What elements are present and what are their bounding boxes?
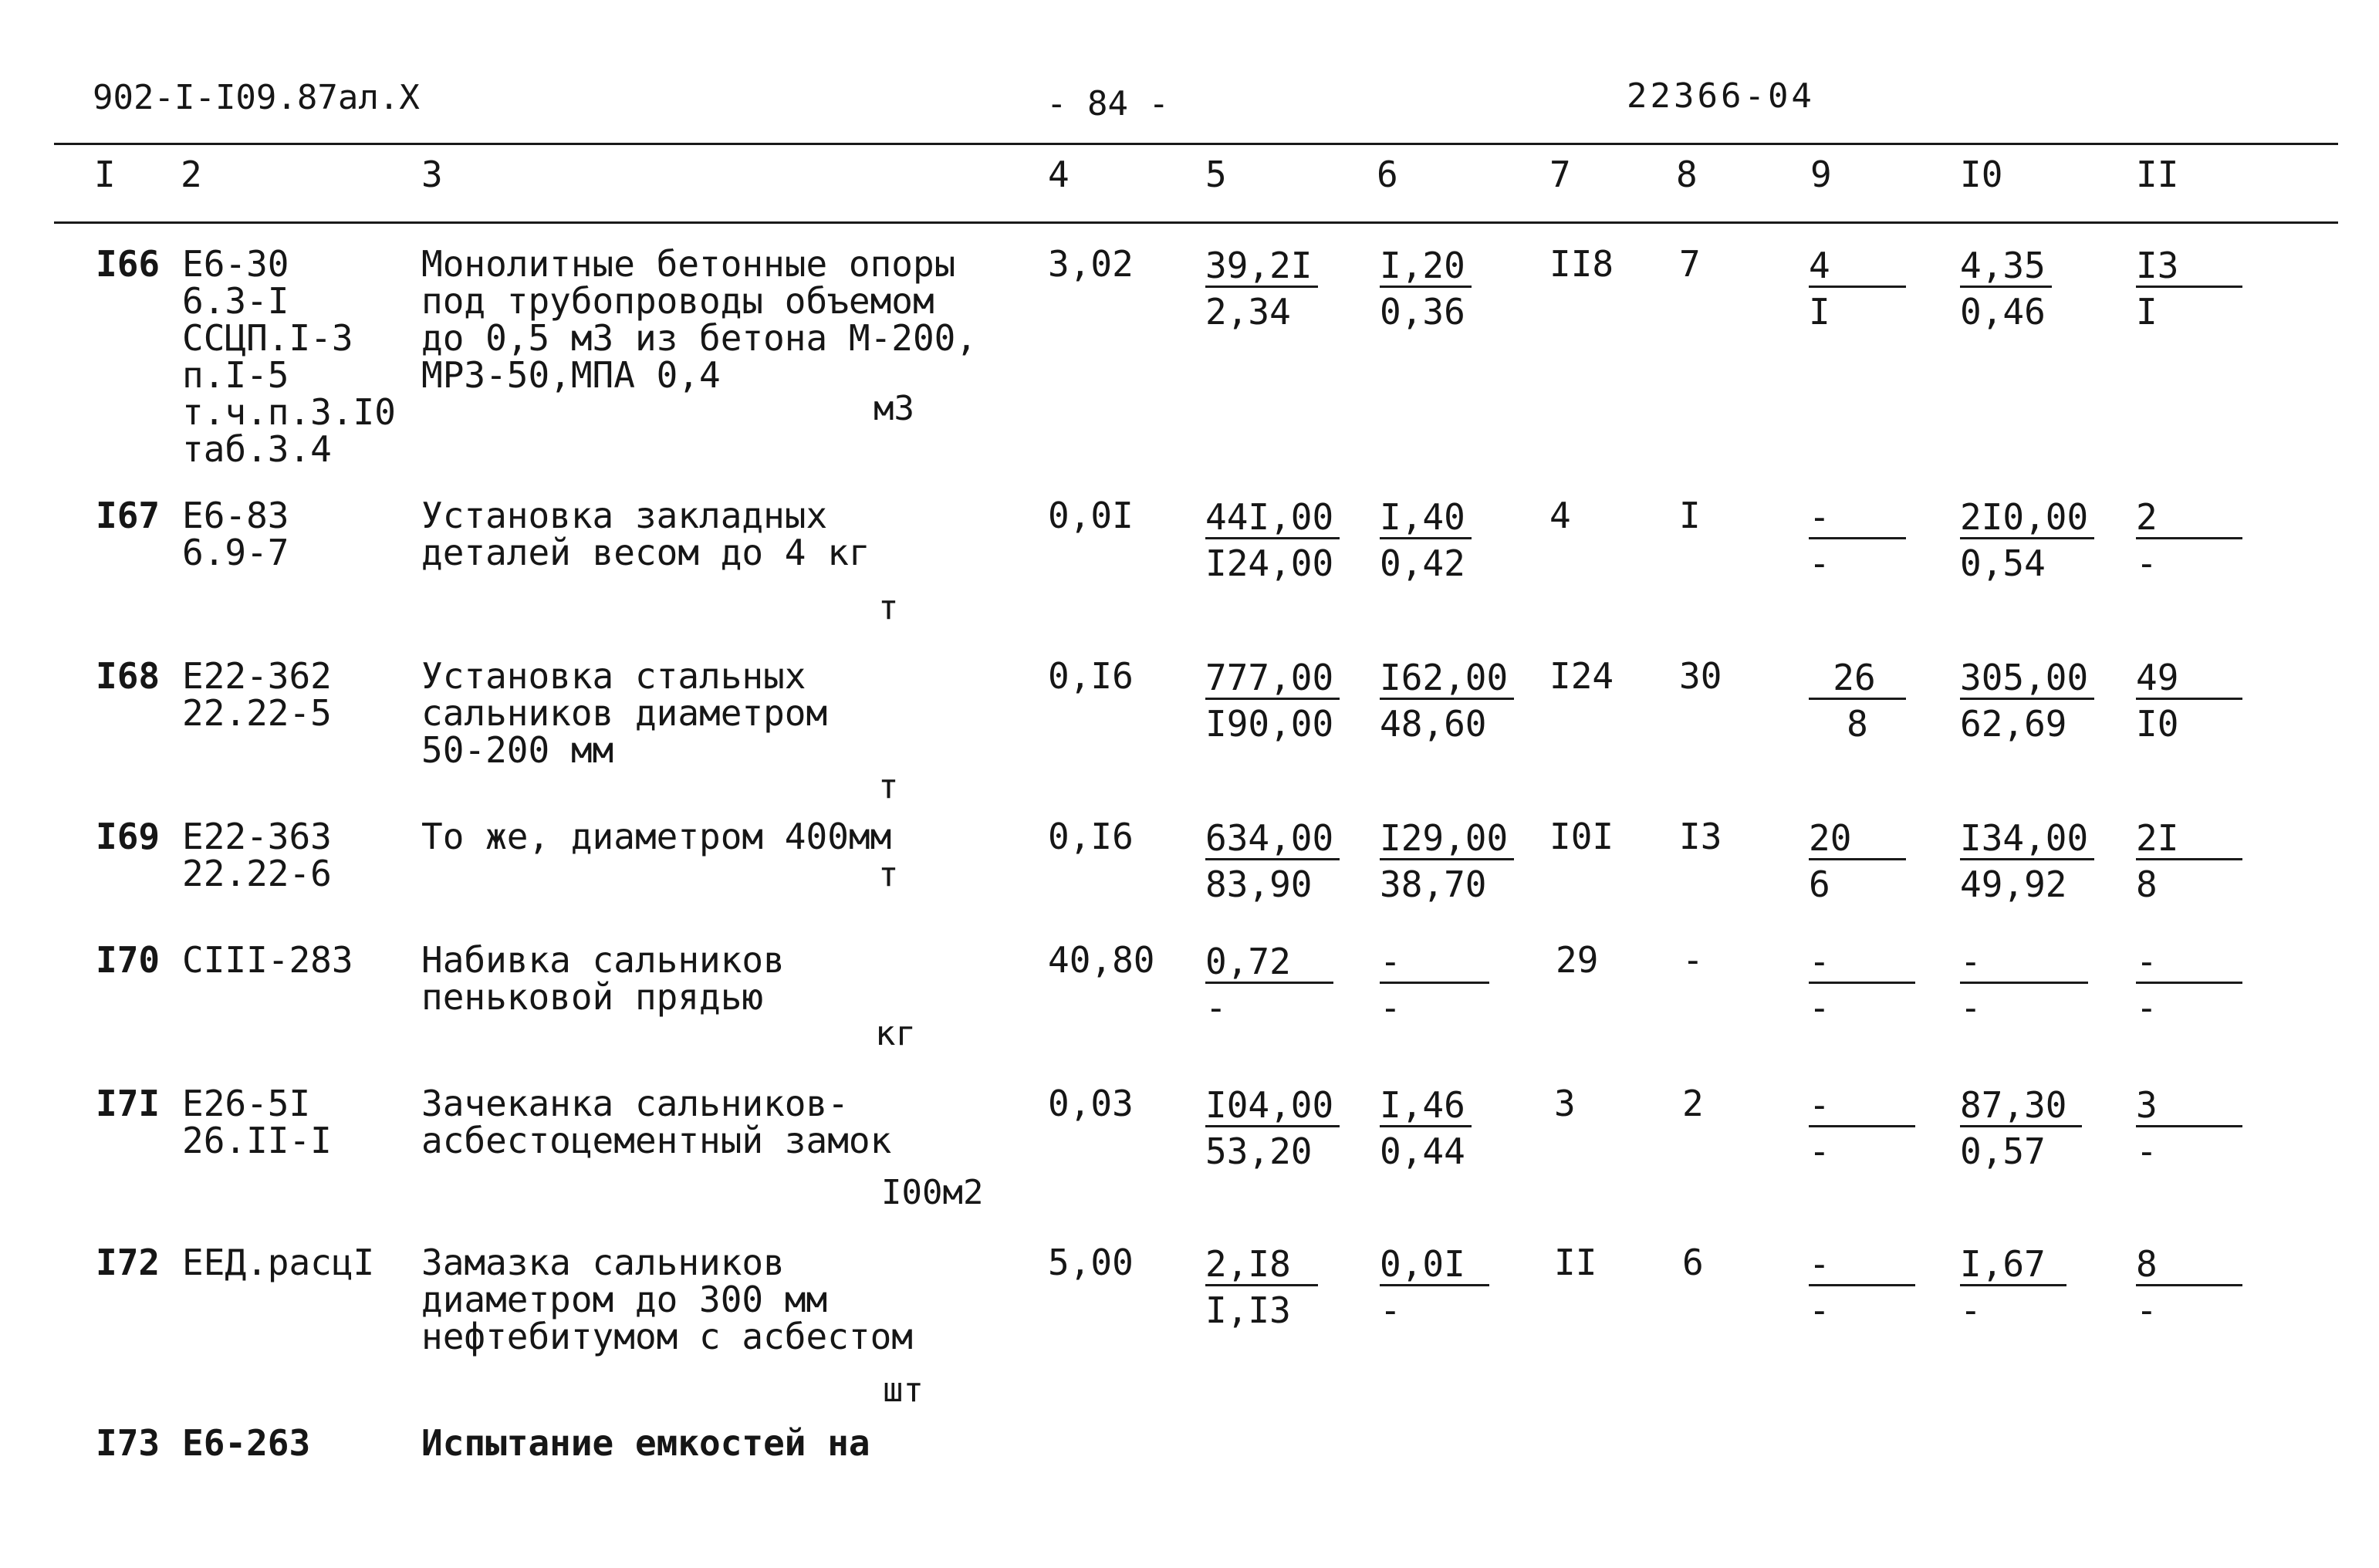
column-7-value: I0I [1549, 816, 1614, 857]
column-11-bottom: I0 [2136, 703, 2179, 745]
column-7-value: 4 [1549, 495, 1571, 536]
work-description: То же, диаметром 400мм [421, 816, 892, 857]
unit-cost-total: I04,00 [1205, 1085, 1340, 1127]
column-10-value [1960, 941, 2088, 1032]
unit-cost-wages: I90,00 [1205, 703, 1334, 745]
column-10-top: 305,00 [1960, 657, 2094, 700]
column-8-value: 2 [1682, 1083, 1704, 1124]
column-10-bottom: 62,69 [1960, 703, 2067, 745]
column-11-top: 2 [2136, 497, 2242, 539]
quantity: 5,00 [1048, 1242, 1134, 1283]
machine-cost-total: I29,00 [1380, 818, 1514, 860]
column-9-value [1809, 245, 1906, 336]
column-11-top: - [2136, 941, 2242, 984]
column-9-bottom: - [1809, 987, 1830, 1029]
column-header-8: 8 [1676, 154, 1698, 195]
column-header-4: 4 [1048, 154, 1070, 195]
column-11-bottom: I [2136, 291, 2158, 333]
rate-code: E6-30 6.3-I СCЦП.I-3 п.I-5 т.ч.п.3.I0 таб.3.4 [182, 243, 396, 470]
column-header-7: 7 [1549, 154, 1571, 195]
unit-cost-wages: 2,34 [1205, 291, 1291, 333]
column-header-9: 9 [1810, 154, 1832, 195]
machine-cost-total: - [1380, 941, 1489, 984]
column-8-value: I [1679, 495, 1701, 536]
page-number: - 84 - [1046, 84, 1169, 123]
column-9-value [1809, 1085, 1915, 1175]
column-9-bottom: 6 [1809, 863, 1830, 905]
column-header-1: I [94, 154, 116, 195]
quantity: 0,0I [1048, 495, 1134, 536]
column-11-bottom: - [2136, 1130, 2158, 1172]
column-header-5: 5 [1205, 154, 1227, 195]
column-11-value [2136, 497, 2242, 587]
unit-of-measure: т [878, 767, 899, 806]
column-9-top: - [1809, 1085, 1915, 1127]
row-number: I73 [96, 1422, 161, 1464]
column-9-bottom: - [1809, 1130, 1830, 1172]
column-10-value [1960, 657, 2094, 748]
column-10-bottom: 0,46 [1960, 291, 2046, 333]
quantity: 3,02 [1048, 243, 1134, 285]
unit-cost-total: 44I,00 [1205, 497, 1340, 539]
rate-code: ЕЕД.расцI [182, 1242, 375, 1283]
column-10-value [1960, 818, 2094, 908]
unit-cost [1205, 497, 1340, 587]
unit-cost-wages: I,I3 [1205, 1289, 1291, 1331]
header-top-rule [54, 143, 2338, 145]
unit-cost-total: 0,72 [1205, 941, 1333, 984]
machine-cost-wages: 0,44 [1380, 1130, 1465, 1172]
quantity: 0,I6 [1048, 816, 1134, 857]
column-10-value [1960, 245, 2052, 336]
column-9-bottom: 8 [1847, 703, 1868, 745]
unit-of-measure: м3 [874, 389, 914, 428]
row-number: I72 [96, 1242, 161, 1283]
machine-cost-wages: 38,70 [1380, 863, 1487, 905]
document-code: 902-I-I09.87ал.X [93, 78, 420, 117]
column-10-top: 87,30 [1960, 1085, 2082, 1127]
machine-cost [1380, 497, 1472, 587]
header-bottom-rule [54, 221, 2338, 224]
work-description: Монолитные бетонные опоры под трубопроводы объемом до 0,5 м3 из бетона М-200, МРЗ-50,МПА 0,4 [421, 243, 978, 396]
unit-cost-wages: 83,90 [1205, 863, 1313, 905]
work-description: Замазка сальников диаметром до 300 мм нефтебитумом с асбестом [421, 1242, 913, 1357]
column-10-bottom: - [1960, 1289, 1982, 1331]
work-description: Установка закладных деталей весом до 4 кг [421, 495, 870, 573]
unit-of-measure: т [878, 588, 899, 627]
column-9-top: 20 [1809, 818, 1906, 860]
column-7-value: I24 [1549, 655, 1614, 697]
machine-cost-wages: - [1380, 1289, 1401, 1331]
machine-cost-total: I,40 [1380, 497, 1472, 539]
machine-cost [1380, 941, 1489, 1032]
quantity: 40,80 [1048, 939, 1155, 981]
machine-cost [1380, 1244, 1489, 1334]
column-10-bottom: - [1960, 987, 1982, 1029]
unit-cost-wages: - [1205, 987, 1227, 1029]
work-description: Установка стальных сальников диаметром 50-200 мм [421, 655, 828, 771]
unit-cost-wages: 53,20 [1205, 1130, 1313, 1172]
work-description: Набивка сальников пеньковой прядью [421, 939, 785, 1018]
machine-cost [1380, 818, 1514, 908]
unit-cost-total: 39,2I [1205, 245, 1318, 288]
column-9-value [1809, 941, 1915, 1032]
machine-cost-total: I,20 [1380, 245, 1472, 288]
column-9-top: 26 [1809, 657, 1906, 700]
unit-cost [1205, 1085, 1340, 1175]
column-9-value [1809, 818, 1906, 908]
unit-of-measure: кг [875, 1014, 916, 1053]
machine-cost-wages: 0,36 [1380, 291, 1465, 333]
column-11-value [2136, 818, 2242, 908]
column-8-value: 7 [1679, 243, 1701, 285]
rate-code: CIII-283 [182, 939, 353, 981]
machine-cost-wages: 48,60 [1380, 703, 1487, 745]
column-7-value: 29 [1556, 939, 1599, 981]
column-10-top: I,67 [1960, 1244, 2066, 1286]
column-11-bottom: - [2136, 987, 2158, 1029]
machine-cost-wages: 0,42 [1380, 542, 1465, 584]
column-11-value [2136, 1085, 2242, 1175]
column-10-value [1960, 497, 2094, 587]
unit-cost-total: 634,00 [1205, 818, 1340, 860]
column-11-top: I3 [2136, 245, 2242, 288]
unit-cost [1205, 941, 1333, 1032]
unit-cost-wages: I24,00 [1205, 542, 1334, 584]
column-7-value: 3 [1554, 1083, 1576, 1124]
machine-cost [1380, 657, 1514, 748]
column-9-bottom: I [1809, 291, 1830, 333]
column-9-top: - [1809, 1244, 1915, 1286]
column-9-top: - [1809, 497, 1906, 539]
column-10-top: 4,35 [1960, 245, 2052, 288]
work-description: Испытание емкостей на [421, 1422, 870, 1464]
row-number: I7I [96, 1083, 161, 1124]
rate-code: E26-5I 26.II-I [182, 1083, 332, 1161]
column-header-2: 2 [181, 154, 202, 195]
work-description: Зачеканка сальников- асбестоцементный замок [421, 1083, 892, 1161]
column-9-bottom: - [1809, 1289, 1830, 1331]
rate-code: E6-263 [182, 1422, 311, 1464]
row-number: I69 [96, 816, 161, 857]
unit-of-measure: шт [883, 1370, 924, 1410]
column-10-top: 2I0,00 [1960, 497, 2094, 539]
unit-cost [1205, 657, 1340, 748]
row-number: I66 [96, 243, 161, 285]
column-11-top: 49 [2136, 657, 2242, 700]
column-11-value [2136, 941, 2242, 1032]
machine-cost [1380, 245, 1472, 336]
row-number: I70 [96, 939, 161, 981]
column-9-value [1809, 657, 1906, 748]
column-10-value [1960, 1244, 2066, 1334]
column-9-value [1809, 497, 1906, 587]
row-number: I67 [96, 495, 161, 536]
machine-cost-wages: - [1380, 987, 1401, 1029]
column-10-bottom: 49,92 [1960, 863, 2067, 905]
unit-cost-total: 2,I8 [1205, 1244, 1318, 1286]
column-11-top: 8 [2136, 1244, 2242, 1286]
column-7-value: II [1554, 1242, 1597, 1283]
rate-code: E6-83 6.9-7 [182, 495, 289, 573]
column-header-3: 3 [421, 154, 443, 195]
column-11-value [2136, 245, 2242, 336]
machine-cost-total: I,46 [1380, 1085, 1472, 1127]
column-11-top: 3 [2136, 1085, 2242, 1127]
rate-code: E22-362 22.22-5 [182, 655, 332, 734]
unit-of-measure: т [878, 855, 899, 894]
machine-cost-total: I62,00 [1380, 657, 1514, 700]
column-8-value: I3 [1679, 816, 1722, 857]
column-11-value [2136, 657, 2242, 748]
unit-of-measure: I00м2 [881, 1173, 984, 1212]
column-9-top: - [1809, 941, 1915, 984]
column-11-top: 2I [2136, 818, 2242, 860]
quantity: 0,03 [1048, 1083, 1134, 1124]
column-10-bottom: 0,57 [1960, 1130, 2046, 1172]
machine-cost-total: 0,0I [1380, 1244, 1489, 1286]
column-10-bottom: 0,54 [1960, 542, 2046, 584]
column-11-bottom: - [2136, 542, 2158, 584]
column-9-value [1809, 1244, 1915, 1334]
column-header-6: 6 [1377, 154, 1398, 195]
quantity: 0,I6 [1048, 655, 1134, 697]
column-header-10: I0 [1960, 154, 2003, 195]
column-9-top: 4 [1809, 245, 1906, 288]
column-11-bottom: 8 [2136, 863, 2158, 905]
column-9-bottom: - [1809, 542, 1830, 584]
column-10-top: I34,00 [1960, 818, 2094, 860]
column-11-bottom: - [2136, 1289, 2158, 1331]
unit-cost-total: 777,00 [1205, 657, 1340, 700]
column-10-top: - [1960, 941, 2088, 984]
unit-cost [1205, 245, 1318, 336]
rate-code: E22-363 22.22-6 [182, 816, 332, 894]
unit-cost [1205, 1244, 1318, 1334]
column-7-value: II8 [1549, 243, 1614, 285]
column-8-value: 30 [1679, 655, 1722, 697]
column-header-11: II [2136, 154, 2179, 195]
sheet-number: 22366-04 [1627, 76, 1815, 116]
column-8-value: 6 [1682, 1242, 1704, 1283]
machine-cost [1380, 1085, 1472, 1175]
column-8-value: - [1682, 939, 1704, 981]
column-10-value [1960, 1085, 2082, 1175]
column-11-value [2136, 1244, 2242, 1334]
unit-cost [1205, 818, 1340, 908]
row-number: I68 [96, 655, 161, 697]
